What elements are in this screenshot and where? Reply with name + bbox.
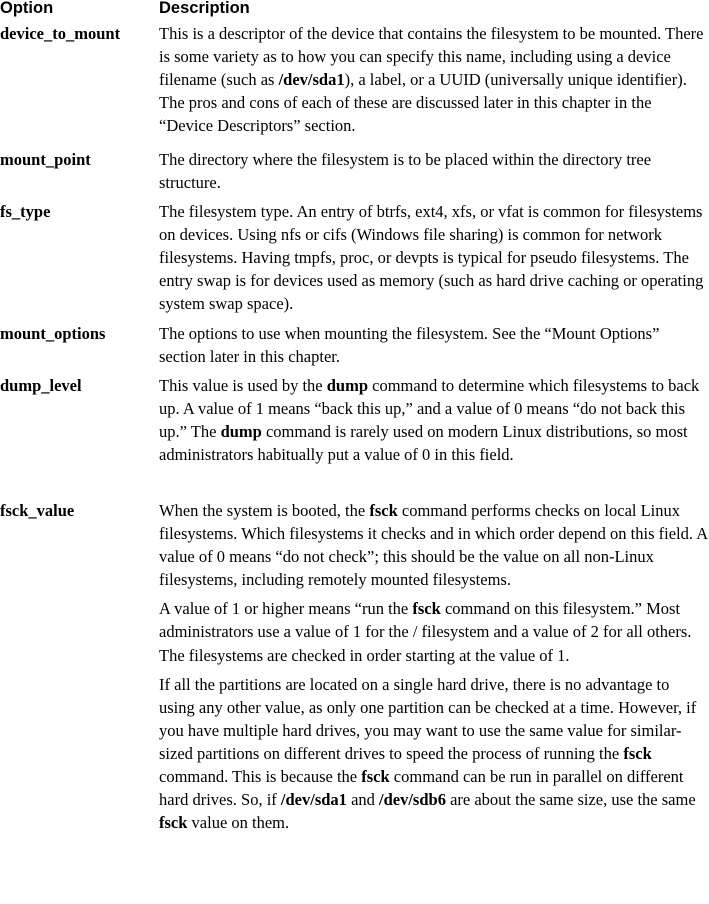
description-paragraph: This value is used by the dump command to determine which filesystems to back up. A value of 1 means “back this up,” and a value of 0 means “do not back this up.” The dump command is rarely used on modern Linux distributions, so most administrators habitually put a value of 0 in this field. [159,376,700,465]
option-description [159,322,709,368]
description-paragraph: This is a descriptor of the device that contains the filesystem to be mounted. There is some variety as to how you can specify this name, including using a device filename (such as /dev/sda1), a label, or a UUID (universally unique identifier). The pros and cons of each of these are discussed later in this chapter in the “Device Descriptors” section. [159,24,704,136]
bold-term: /dev/sdb6 [379,790,446,810]
bold-term: fsck [159,813,188,833]
option-description [159,148,709,194]
description-paragraph: If all the partitions are located on a single hard drive, there is no advantage to using any other value, as only one partition can be checked at a time. However, if you have multiple hard drives, you may want to use the same value for similar-sized partitions on different drives to speed the process of running the fsck command. This is because the fsck command can be run in parallel on different hard drives. So, if /dev/sda1 and /dev/sdb6 are about the same size, use the same fsck value on them. [159,674,697,833]
bold-term: /dev/sda1 [280,790,347,810]
option-name: mount_options [0,324,106,343]
description-paragraph: The options to use when mounting the filesystem. See the “Mount Options” section later in this chapter. [159,324,660,367]
description-paragraph: When the system is booted, the fsck command performs checks on local Linux filesystems. Which filesystems it checks and in which order depend on this field. A value of 0 means “do not check”; this should be the value on all non-Linux filesystems, including remotely mounted filesystems. [159,501,708,590]
option-description [159,374,709,466]
header-description: Description [159,0,250,17]
option-name: dump_level [0,376,82,395]
bold-term: fsck [412,599,441,619]
description-paragraph: A value of 1 or higher means “run the fsck command on this filesystem.” Most administrators use a value of 1 for the / filesystem and a value of 2 for all others. The filesystems are checked in order starting at the value of 1. [159,599,692,665]
table-header [0,0,709,22]
table-row-dump-level [0,374,709,499]
option-description [159,200,709,315]
option-description [159,499,709,834]
option-name: fsck_value [0,501,75,520]
table-row-mount-point [0,148,709,200]
table-row-fs-type [0,200,709,322]
table-row-device-to-mount [0,22,709,148]
description-paragraph: The filesystem type. An entry of btrfs, ext4, xfs, or vfat is common for filesystems on devices. Using nfs or cifs (Windows file sharing) is common for network filesystems. Having tmpfs, proc, or devpts is typical for pseudo filesystems. The entry swap is for devices used as memory (such as hard drive caching or operating system swap space). [159,202,704,314]
bold-term: dump [220,422,262,442]
option-name: fs_type [0,202,51,221]
table-row-fsck-value [0,499,709,834]
description-paragraph: The directory where the filesystem is to be placed within the directory tree structure. [159,150,652,193]
bold-term: fsck [623,743,652,763]
header-option: Option [0,0,54,17]
bold-term: fsck [369,501,398,520]
bold-term: fsck [361,767,390,787]
bold-term: dump [326,376,369,395]
option-description [159,22,709,137]
option-name: mount_point [0,150,91,169]
table-row-mount-options [0,322,709,374]
option-name: device_to_mount [0,24,121,43]
bold-term: /dev/sda1 [278,70,345,90]
